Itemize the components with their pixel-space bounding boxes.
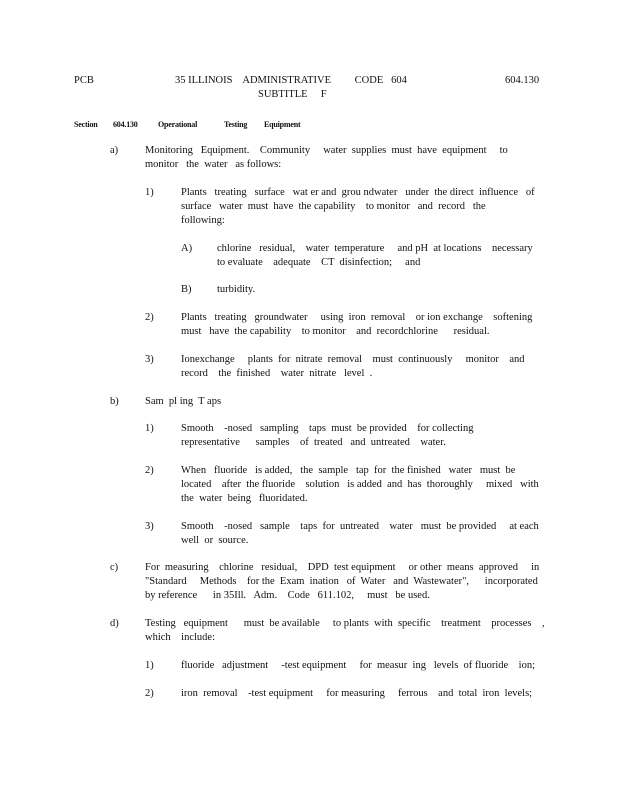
paragraph-line: iron removal -test equipment for measuring ferrous and total iron levels;: [181, 688, 533, 699]
subsection-label: a): [110, 145, 119, 156]
paragraph-line: monitor the water as follows:: [145, 159, 282, 170]
section-title-word3: Equipment: [264, 120, 301, 129]
item-label: 3): [145, 354, 154, 365]
paragraph-line: well or source.: [181, 535, 249, 546]
item-label: 1): [145, 187, 154, 198]
paragraph-line: When fluoride is added, the sample tap for the finished water must be: [181, 465, 516, 476]
paragraph-line: turbidity.: [217, 284, 256, 295]
item-label: 2): [145, 312, 154, 323]
item-label: 2): [145, 688, 154, 699]
item-label: 3): [145, 521, 154, 532]
item-label: 1): [145, 660, 154, 671]
subsection-label: c): [110, 562, 119, 573]
subitem-label: B): [181, 284, 192, 295]
paragraph-line: chlorine residual, water temperature and pH at locations necessary: [217, 243, 533, 254]
subitem-label: A): [181, 243, 193, 254]
item-label: 1): [145, 423, 154, 434]
header-subtitle: SUBTITLE F: [258, 89, 327, 100]
paragraph-line: fluoride adjustment -test equipment for measur ing levels of fluoride ion;: [181, 660, 536, 671]
paragraph-line: record the finished water nitrate level .: [181, 368, 373, 379]
paragraph-line: by reference in 35Ill. Adm. Code 611.102, must be used.: [145, 590, 430, 601]
item-label: 2): [145, 465, 154, 476]
section-label: Section: [74, 120, 98, 129]
paragraph-line: Plants treating surface wat er and grou ndwater under the direct influence of: [181, 187, 535, 198]
header-title: 35 ILLINOIS ADMINISTRATIVE CODE 604: [175, 75, 407, 86]
paragraph-line: the water being fluoridated.: [181, 493, 308, 504]
paragraph-line: Ionexchange plants for nitrate removal must continuously monitor and: [181, 354, 525, 365]
paragraph-line: For measuring chlorine residual, DPD test equipment or other means approved in: [145, 562, 540, 573]
paragraph-line: Sam pl ing T aps: [145, 396, 222, 407]
paragraph-line: must have the capability to monitor and recordchlorine residual.: [181, 326, 490, 337]
paragraph-line: surface water must have the capability to monitor and record the: [181, 201, 486, 212]
paragraph-line: Smooth -nosed sample taps for untreated water must be provided at each: [181, 521, 539, 532]
paragraph-line: Monitoring Equipment. Community water supplies must have equipment to: [145, 145, 508, 156]
paragraph-line: to evaluate adequate CT disinfection; and: [217, 257, 421, 268]
paragraph-line: representative samples of treated and untreated water.: [181, 437, 446, 448]
subsection-label: b): [110, 396, 119, 407]
paragraph-line: Testing equipment must be available to plants with specific treatment processes ,: [145, 618, 545, 629]
paragraph-line: following:: [181, 215, 225, 226]
paragraph-line: Plants treating groundwater using iron removal or ion exchange softening: [181, 312, 533, 323]
header-left: PCB: [74, 75, 94, 86]
subsection-label: d): [110, 618, 119, 629]
section-title-word1: Operational: [158, 120, 198, 129]
paragraph-line: Smooth -nosed sampling taps must be provided for collecting: [181, 423, 474, 434]
paragraph-line: "Standard Methods for the Exam ination of Water and Wastewater", incorporated: [145, 576, 538, 587]
paragraph-line: which include:: [145, 632, 215, 643]
section-number: 604.130: [113, 120, 138, 129]
section-title-word2: Testing: [224, 120, 248, 129]
header-right: 604.130: [505, 75, 540, 86]
paragraph-line: located after the fluoride solution is added and has thoroughly mixed with: [181, 479, 539, 490]
